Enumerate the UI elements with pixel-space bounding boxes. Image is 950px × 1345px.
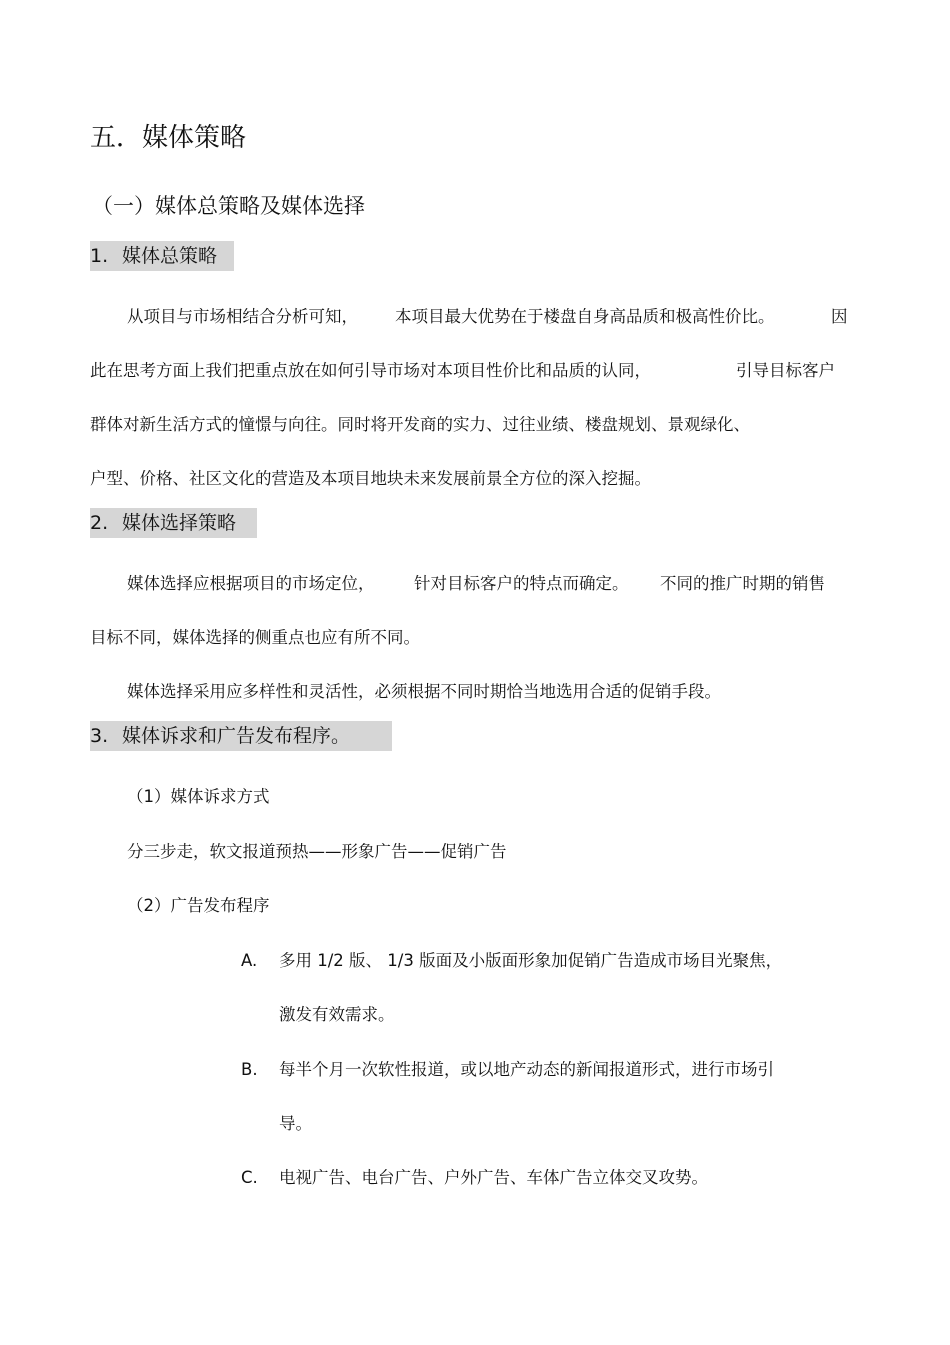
paragraph-line: 分三步走，软文报道预热——形象广告——促销广告 xyxy=(127,842,507,861)
list-marker: A. xyxy=(241,951,258,970)
paragraph-line: 户型、价格、社区文化的营造及本项目地块未来发展前景全方位的深入挖掘。 xyxy=(90,469,651,488)
list-marker: C. xyxy=(241,1168,258,1187)
heading-text: 媒体总策略 xyxy=(122,245,218,267)
paragraph-line: 不同的推广时期的销售 xyxy=(660,574,825,593)
heading-number: 3. xyxy=(90,725,109,747)
list-item-line: 电视广告、电台广告、户外广告、车体广告立体交叉攻势。 xyxy=(279,1168,708,1187)
heading-number: 2. xyxy=(90,512,109,534)
list-item-line: 多用 1/2 版、 1/3 版面及小版面形象加促销广告造成市场目光聚焦， xyxy=(279,951,783,970)
list-item-line: 导。 xyxy=(279,1114,312,1133)
page-title: 五．媒体策略 xyxy=(90,123,247,153)
paragraph-line: 群体对新生活方式的憧憬与向往。同时将开发商的实力、过往业绩、楼盘规划、景观绿化、 xyxy=(90,415,750,434)
heading-media-selection xyxy=(90,508,257,538)
heading-media-strategy xyxy=(90,241,234,271)
heading-text: 媒体选择策略 xyxy=(122,512,237,534)
heading-number: 1. xyxy=(90,245,109,267)
paragraph-line: 针对目标客户的特点而确定。 xyxy=(414,574,629,593)
paragraph-line: 目标不同，媒体选择的侧重点也应有所不同。 xyxy=(90,628,420,647)
list-item-line: 激发有效需求。 xyxy=(279,1005,395,1024)
paragraph-line: 从项目与市场相结合分析可知， xyxy=(127,307,358,326)
paragraph-line: 媒体选择采用应多样性和灵活性，必须根据不同时期恰当地选用合适的促销手段。 xyxy=(127,682,721,701)
section-heading: （一）媒体总策略及媒体选择 xyxy=(92,194,365,218)
paragraph-line: 本项目最大优势在于楼盘自身高品质和极高性价比。 xyxy=(395,307,775,326)
subsection-heading: （2）广告发布程序 xyxy=(127,896,270,915)
paragraph-line: 此在思考方面上我们把重点放在如何引导市场对本项目性价比和品质的认同， xyxy=(90,361,651,380)
subsection-heading: （1）媒体诉求方式 xyxy=(127,787,270,806)
paragraph-line: 媒体选择应根据项目的市场定位， xyxy=(127,574,375,593)
heading-media-appeal xyxy=(90,721,392,751)
list-marker: B. xyxy=(241,1060,258,1079)
paragraph-line: 引导目标客户 xyxy=(736,361,835,380)
paragraph-line: 因 xyxy=(831,307,848,326)
heading-text: 媒体诉求和广告发布程序。 xyxy=(122,725,351,747)
list-item-line: 每半个月一次软性报道，或以地产动态的新闻报道形式，进行市场引 xyxy=(279,1060,774,1079)
